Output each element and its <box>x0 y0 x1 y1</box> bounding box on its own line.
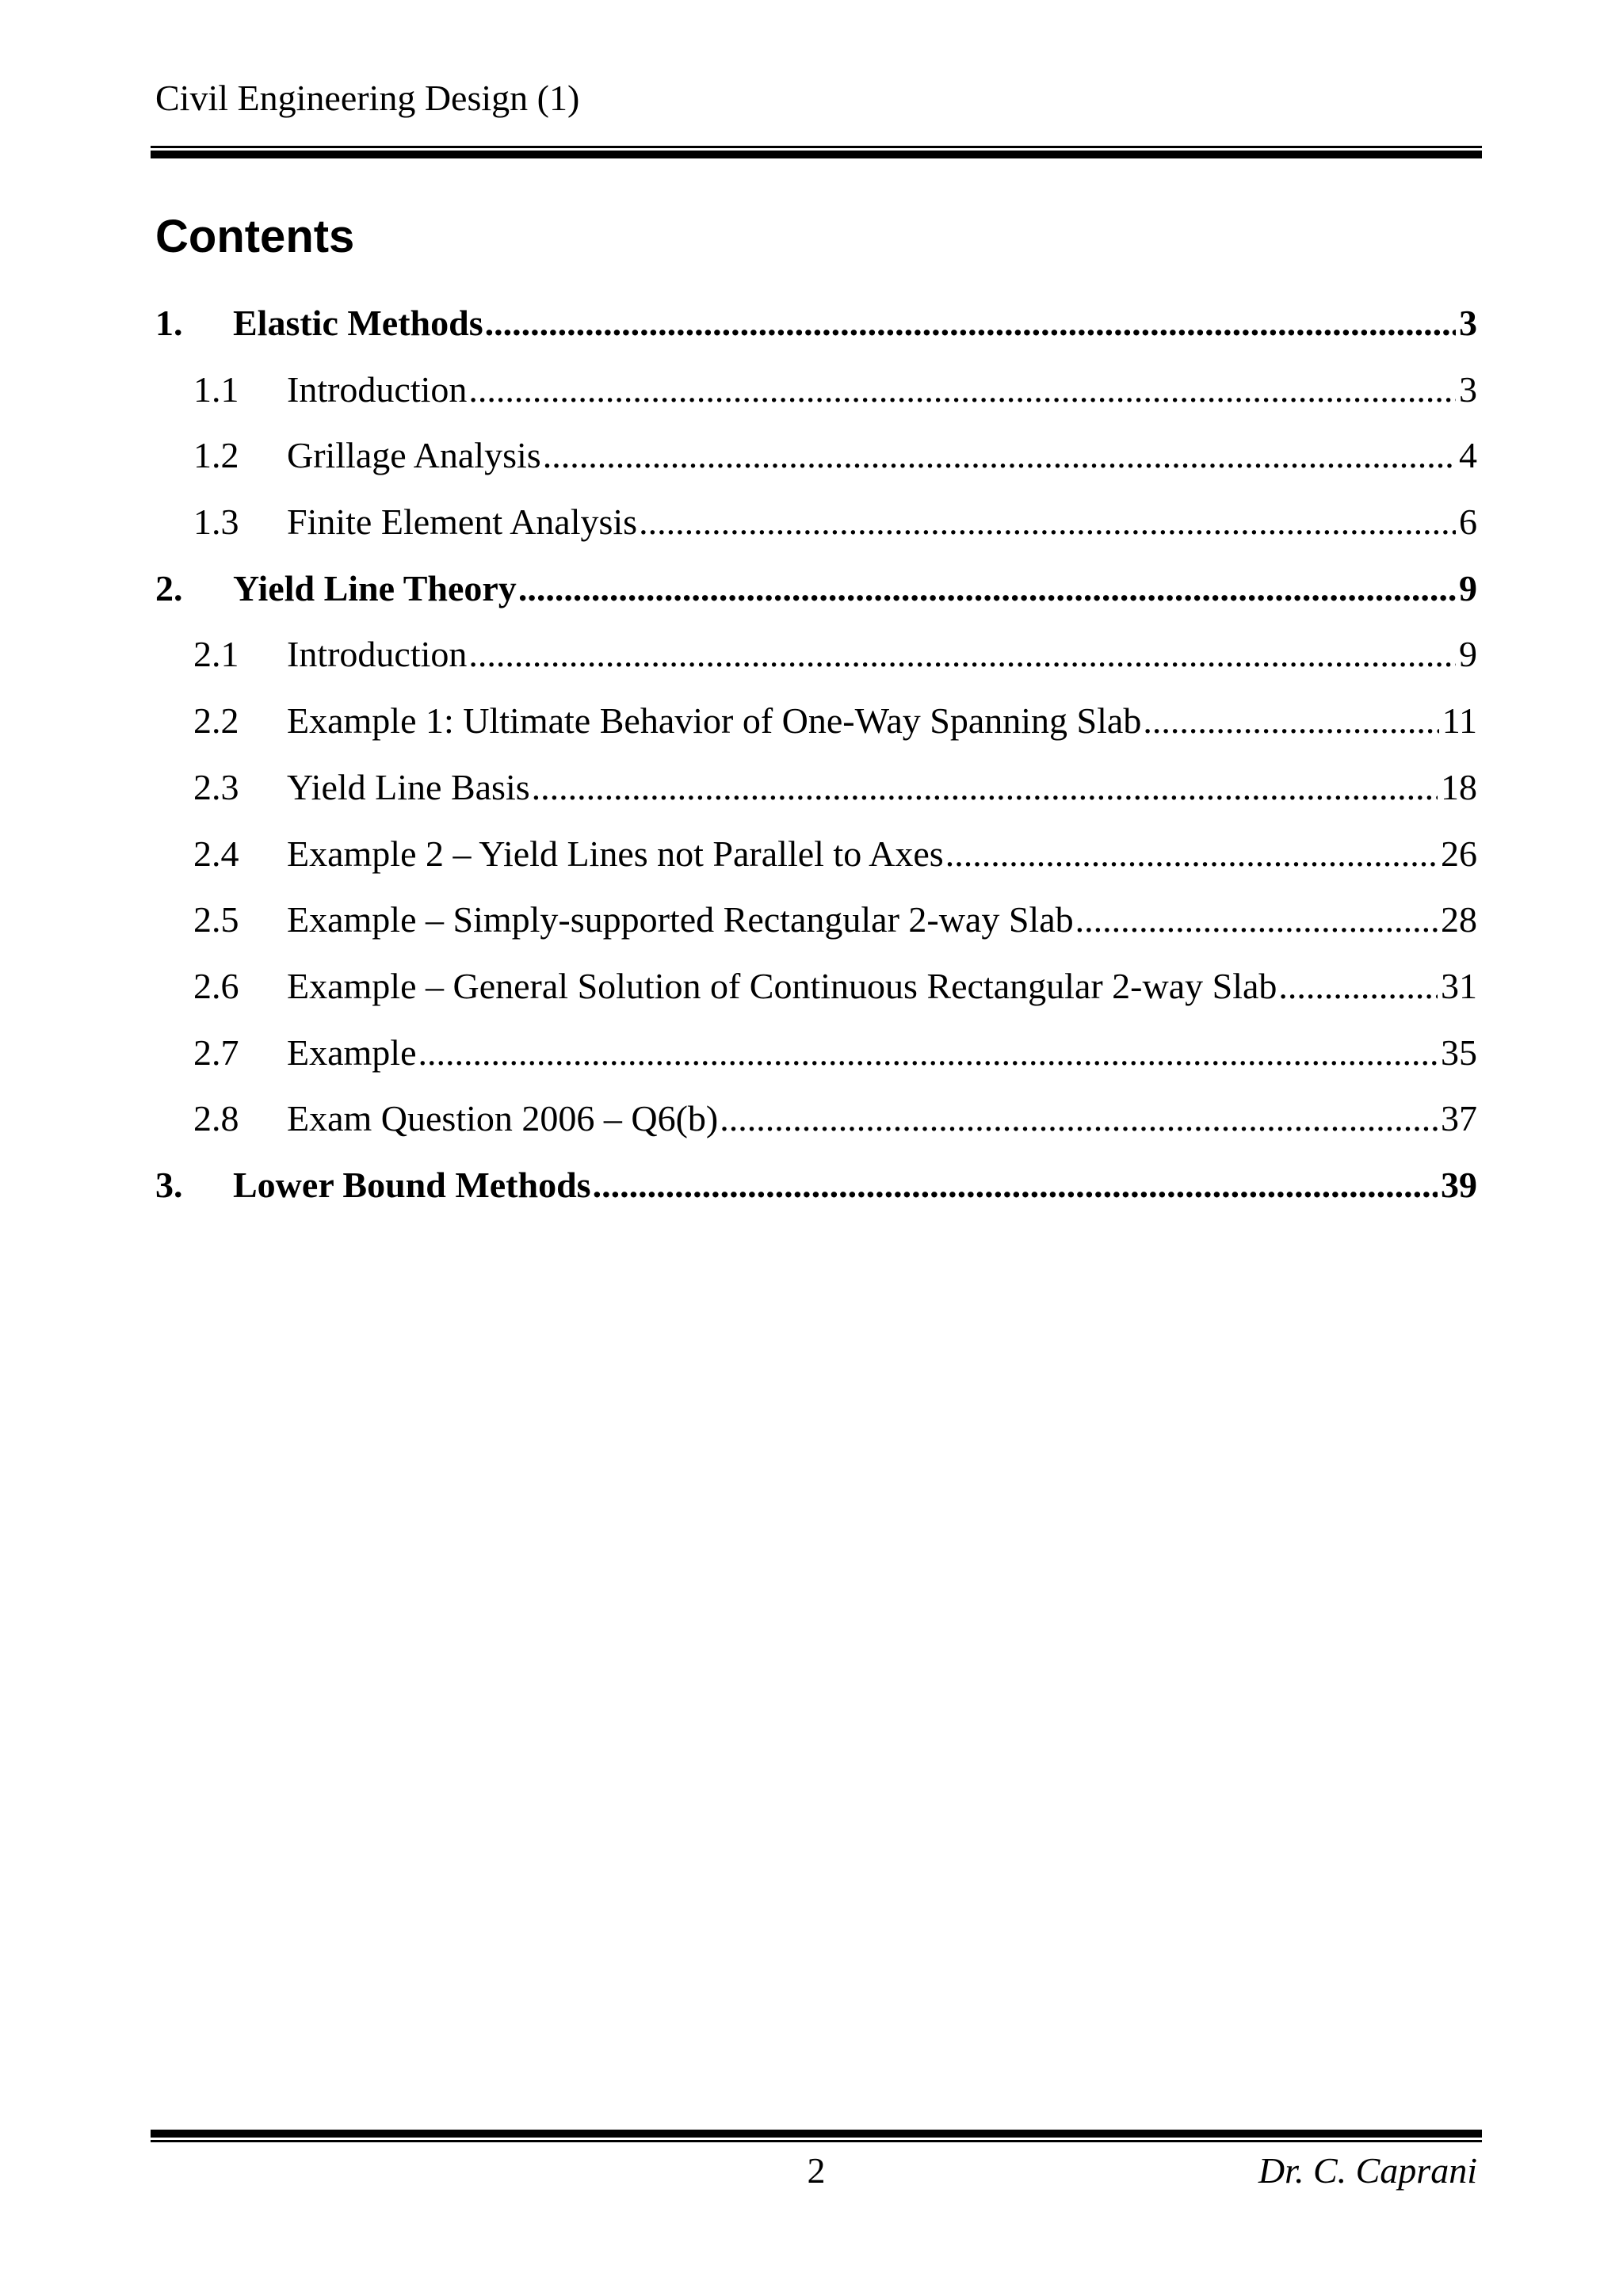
toc-dot-leader <box>468 357 1456 423</box>
toc-entry-number: 1.1 <box>193 368 239 410</box>
contents-heading: Contents <box>155 211 355 262</box>
header-rule-thin <box>151 146 1482 148</box>
toc-entry-page: 9 <box>1459 634 1477 675</box>
toc-entry-number: 1. <box>155 303 183 343</box>
toc-entry-title: Yield Line Basis <box>287 766 530 807</box>
toc-dot-leader <box>518 555 1456 622</box>
toc-entry[interactable] <box>155 1020 1477 1086</box>
toc-entry-number: 2.5 <box>193 899 239 940</box>
toc-dot-leader <box>1075 887 1438 953</box>
toc-dot-leader <box>418 1020 1438 1086</box>
toc-entry-number: 2.2 <box>193 700 239 742</box>
toc-entry-page: 26 <box>1441 833 1477 874</box>
toc-entry[interactable] <box>155 1152 1477 1219</box>
toc-entry-page: 3 <box>1459 368 1477 410</box>
toc-dot-leader <box>485 290 1456 357</box>
toc-entry[interactable] <box>155 489 1477 555</box>
toc-entry-title: Finite Element Analysis <box>287 502 638 543</box>
toc-entry-page: 35 <box>1441 1032 1477 1073</box>
toc-entry[interactable] <box>155 290 1477 357</box>
toc-entry[interactable] <box>155 422 1477 489</box>
toc-entry-title: Example 1: Ultimate Behavior of One-Way Spanning Slab <box>287 700 1142 742</box>
toc-entry-page: 39 <box>1441 1164 1477 1205</box>
toc-entry-number: 2.1 <box>193 634 239 675</box>
toc-dot-leader <box>1278 953 1438 1020</box>
toc-dot-leader <box>945 821 1438 887</box>
toc-entry-page: 9 <box>1459 567 1477 608</box>
toc-entry-number: 1.2 <box>193 435 239 476</box>
toc-entry-number: 2.4 <box>193 833 239 874</box>
toc-entry-number: 2.6 <box>193 965 239 1006</box>
footer-author: Dr. C. Caprani <box>1258 2150 1477 2191</box>
table-of-contents <box>155 290 1477 1219</box>
toc-entry-number: 1.3 <box>193 502 239 543</box>
toc-entry-number: 2. <box>155 567 183 608</box>
toc-entry[interactable] <box>155 555 1477 622</box>
footer-rule-thin <box>151 2140 1482 2142</box>
toc-entry-title: Example <box>287 1032 417 1073</box>
toc-dot-leader <box>720 1085 1438 1152</box>
toc-entry[interactable] <box>155 887 1477 953</box>
toc-entry-page: 37 <box>1441 1098 1477 1139</box>
toc-entry-page: 11 <box>1442 700 1477 742</box>
toc-entry-page: 3 <box>1459 303 1477 343</box>
toc-entry-title: Introduction <box>287 634 468 675</box>
toc-entry-number: 2.7 <box>193 1032 239 1073</box>
toc-dot-leader <box>1143 688 1438 754</box>
header-rule-thick <box>151 151 1482 158</box>
toc-dot-leader <box>532 754 1438 821</box>
toc-entry-title: Introduction <box>287 368 468 410</box>
toc-entry-title: Lower Bound Methods <box>233 1164 591 1205</box>
toc-entry-number: 2.8 <box>193 1098 239 1139</box>
footer-page-number: 2 <box>807 2150 826 2191</box>
toc-entry[interactable] <box>155 821 1477 887</box>
toc-entry-page: 28 <box>1441 899 1477 940</box>
toc-entry-page: 6 <box>1459 502 1477 543</box>
footer-rule-thick <box>151 2130 1482 2138</box>
toc-entry-title: Exam Question 2006 – Q6(b) <box>287 1098 719 1139</box>
toc-entry[interactable] <box>155 688 1477 754</box>
toc-entry-page: 31 <box>1441 965 1477 1006</box>
toc-entry[interactable] <box>155 1085 1477 1152</box>
toc-entry-title: Grillage Analysis <box>287 435 541 476</box>
toc-dot-leader <box>639 489 1456 555</box>
toc-entry[interactable] <box>155 621 1477 688</box>
toc-entry-page: 18 <box>1441 766 1477 807</box>
running-header-title: Civil Engineering Design (1) <box>155 78 580 118</box>
toc-entry-number: 3. <box>155 1164 183 1205</box>
toc-entry[interactable] <box>155 357 1477 423</box>
toc-entry-title: Yield Line Theory <box>233 567 517 608</box>
toc-dot-leader <box>593 1152 1438 1219</box>
toc-entry-title: Elastic Methods <box>233 303 483 343</box>
toc-dot-leader <box>468 621 1456 688</box>
toc-entry-title: Example 2 – Yield Lines not Parallel to Axes <box>287 833 944 874</box>
toc-entry[interactable] <box>155 953 1477 1020</box>
toc-entry[interactable] <box>155 754 1477 821</box>
toc-entry-title: Example – General Solution of Continuous Rectangular 2-way Slab <box>287 965 1277 1006</box>
toc-entry-number: 2.3 <box>193 766 239 807</box>
toc-dot-leader <box>543 422 1456 489</box>
toc-entry-page: 4 <box>1459 435 1477 476</box>
toc-entry-title: Example – Simply-supported Rectangular 2-way Slab <box>287 899 1074 940</box>
